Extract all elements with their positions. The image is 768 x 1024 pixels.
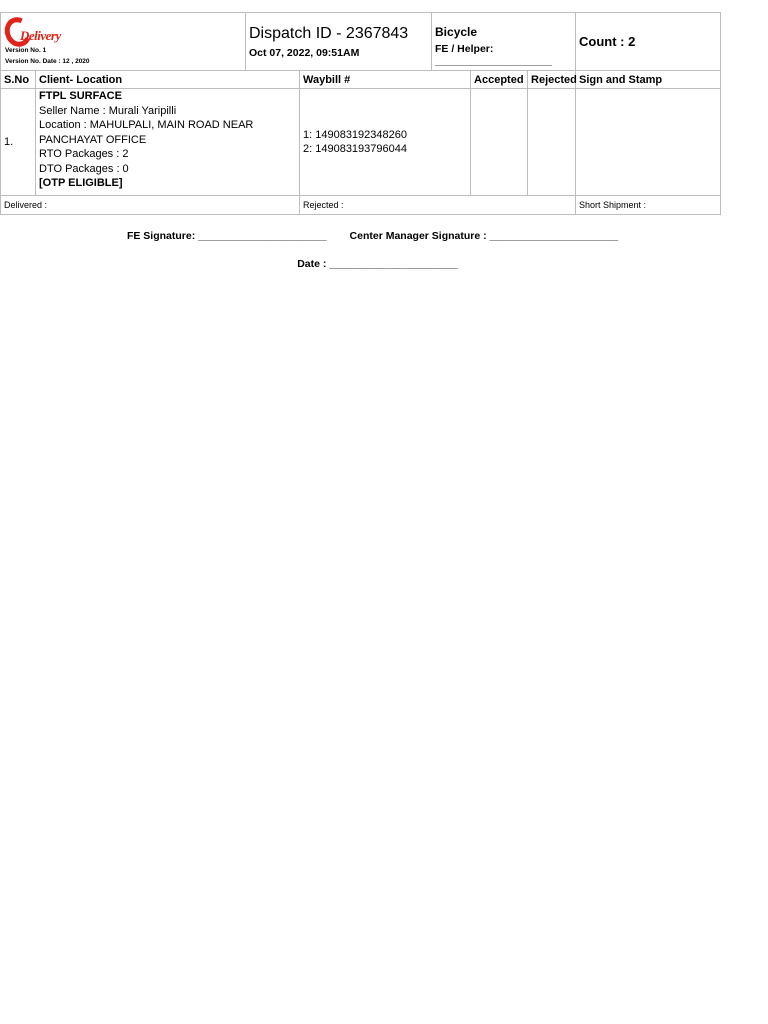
row-accepted: [471, 89, 528, 196]
column-header-row: [1, 71, 721, 89]
version-number: Version No. 1: [5, 47, 47, 54]
dispatch-cell: [246, 13, 432, 71]
fe-helper: FE / Helper: ____________________: [435, 43, 552, 67]
col-rejected: Rejected: [528, 71, 576, 89]
table-row: [1, 89, 721, 196]
rto-packages: RTO Packages : 2: [39, 148, 129, 160]
client-location: Location : MAHULPALI, MAIN ROAD NEAR PANCHAYAT OFFICE: [39, 119, 254, 146]
waybill-2: 2: 149083193796044: [303, 143, 407, 155]
col-sno: S.No: [1, 71, 36, 89]
dto-packages: DTO Packages : 0: [39, 162, 129, 175]
signature-line: [0, 230, 745, 242]
logo-text: Delivery: [20, 28, 61, 43]
vehicle-cell: [432, 13, 576, 71]
col-accepted: Accepted: [471, 71, 528, 89]
col-sign: Sign and Stamp: [576, 71, 721, 89]
footer-delivered: Delivered :: [1, 196, 300, 215]
row-rejected: [528, 89, 576, 196]
row-client: [36, 89, 300, 196]
dispatch-sheet: [0, 12, 720, 215]
dispatch-datetime: Oct 07, 2022, 09:51AM: [249, 47, 360, 59]
footer-rejected: Rejected :: [300, 196, 576, 215]
vehicle-type: Bicycle: [435, 25, 478, 39]
footer-row: [1, 196, 721, 215]
row-sno: 1.: [1, 89, 36, 196]
row-waybills: [300, 89, 471, 196]
manager-signature: Center Manager Signature : ______________________: [349, 230, 619, 242]
count: Count : 2: [576, 13, 721, 71]
client-name: FTPL SURFACE: [39, 90, 122, 102]
col-waybill: Waybill #: [300, 71, 471, 89]
col-client: Client- Location: [36, 71, 300, 89]
seller-name: Seller Name : Murali Yaripilli: [39, 104, 177, 117]
dispatch-table: [0, 12, 721, 215]
fe-signature: FE Signature: ______________________: [126, 230, 327, 242]
version-date: Version No. Date : 12 , 2020: [5, 58, 90, 65]
date-line: Date : ______________________: [297, 258, 458, 270]
footer-short-shipment: Short Shipment :: [576, 196, 721, 215]
header-row: [1, 13, 721, 71]
otp-eligible: [OTP ELIGIBLE]: [39, 177, 123, 189]
row-sign: [576, 89, 721, 196]
logo-cell: [1, 13, 246, 71]
dispatch-id: Dispatch ID - 2367843: [249, 25, 409, 42]
waybill-1: 1: 149083192348260: [303, 129, 407, 141]
